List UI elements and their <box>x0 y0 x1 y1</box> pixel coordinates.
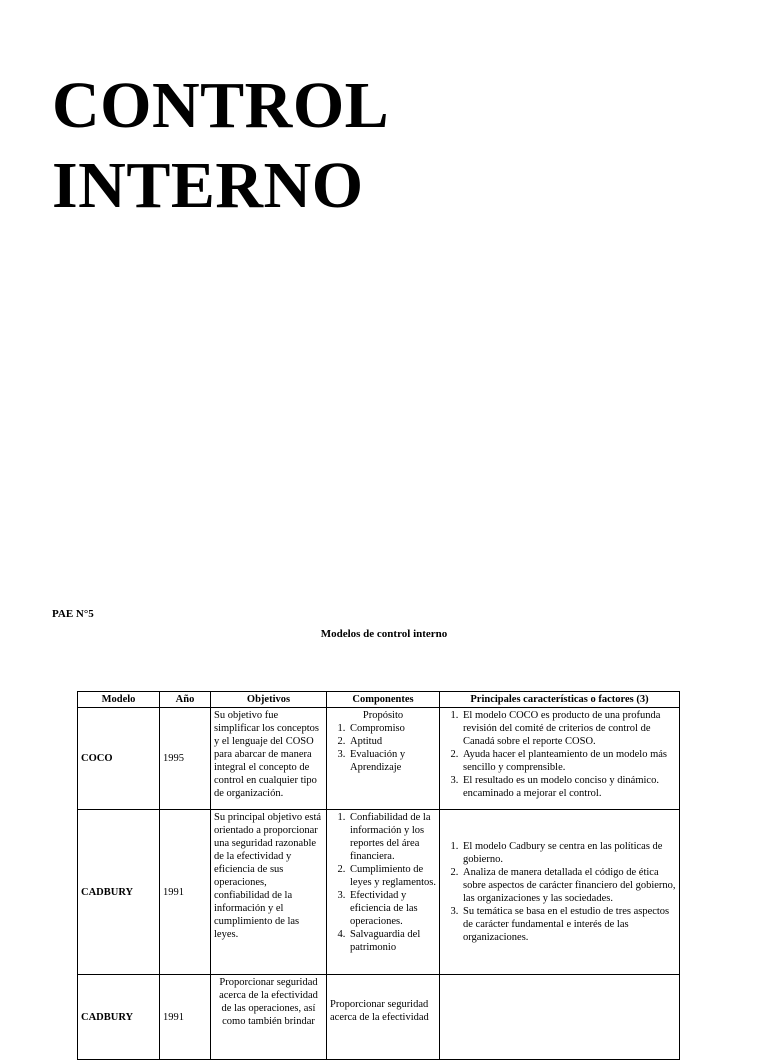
list-item: 2. Analiza de manera detallada el código de ética sobre aspectos de carácter financiero del gobierno, las organizaciones y las sociedades. <box>461 866 676 905</box>
table-caption: Modelos de control interno <box>320 628 448 640</box>
list-item: 1. El modelo Cadbury se centra en las políticas de gobierno. <box>461 840 676 866</box>
cell-caracteristicas <box>440 975 680 1060</box>
componentes-intro: Propósito <box>362 710 404 721</box>
list-item: 2. Ayuda hacer el planteamiento de un modelo más sencillo y comprensible. <box>461 748 676 774</box>
table-row <box>78 975 680 1060</box>
cell-modelo: CADBURY <box>78 810 160 975</box>
header-modelo: Modelo <box>78 692 160 708</box>
cell-caracteristicas <box>440 708 680 810</box>
header-componentes: Componentes <box>327 692 440 708</box>
title-line-2: INTERNO <box>52 149 364 222</box>
list-item: 1. Compromiso <box>348 722 436 735</box>
cell-caracteristicas <box>440 810 680 975</box>
header-objetivos: Objetivos <box>211 692 327 708</box>
list-item: 2. Cumplimiento de leyes y reglamentos. <box>348 863 436 889</box>
cell-objetivos: Su principal objetivo está orientado a proporcionar una seguridad razonable de la efectividad y eficiencia de sus operaciones, confiabilidad de la información y el cumplimiento de las leyes. <box>211 810 327 975</box>
header-anio: Año <box>160 692 211 708</box>
cell-componentes <box>327 810 440 975</box>
list-item: 3. Evaluación y Aprendizaje <box>348 748 436 774</box>
list-item: 3. Su temática se basa en el estudio de tres aspectos de carácter fundamental e interés de las organizaciones. <box>461 905 676 944</box>
cell-componentes: Proporcionar seguridad acerca de la efectividad <box>327 975 440 1060</box>
header-caracteristicas: Principales características o factores (3) <box>440 692 680 708</box>
table-row <box>78 810 680 975</box>
table-row <box>78 708 680 810</box>
list-item: 4. Salvaguardia del patrimonio <box>348 928 436 954</box>
componentes-list <box>330 811 436 954</box>
caracteristicas-list <box>443 840 676 944</box>
title-line-1: CONTROL <box>52 69 390 142</box>
cell-objetivos: Proporcionar seguridad acerca de la efectividad de las operaciones, así como también brindar <box>211 975 327 1060</box>
cell-anio: 1991 <box>160 810 211 975</box>
cell-anio: 1991 <box>160 975 211 1060</box>
document-title <box>52 66 389 226</box>
cell-anio: 1995 <box>160 708 211 810</box>
caracteristicas-list <box>443 709 676 800</box>
table-header-row <box>78 692 680 708</box>
list-item: 3. El resultado es un modelo conciso y dinámico. encaminado a mejorar el control. <box>461 774 676 800</box>
models-table <box>77 691 680 1060</box>
list-item: 1. Confiabilidad de la información y los reportes del área financiera. <box>348 811 436 863</box>
list-item: 3. Efectividad y eficiencia de las operaciones. <box>348 889 436 928</box>
cell-objetivos: Su objetivo fue simplificar los conceptos y el lenguaje del COSO para abarcar de manera integral el concepto de control en cualquier tipo de organización. <box>211 708 327 810</box>
cell-modelo: COCO <box>78 708 160 810</box>
cell-modelo: CADBURY <box>78 975 160 1060</box>
cell-componentes <box>327 708 440 810</box>
list-item: 2. Aptitud <box>348 735 436 748</box>
componentes-list <box>330 722 436 774</box>
list-item: 1. El modelo COCO es producto de una profunda revisión del comité de criterios de control de Canadá sobre el reporte COSO. <box>461 709 676 748</box>
pae-label: PAE N°5 <box>52 608 94 620</box>
